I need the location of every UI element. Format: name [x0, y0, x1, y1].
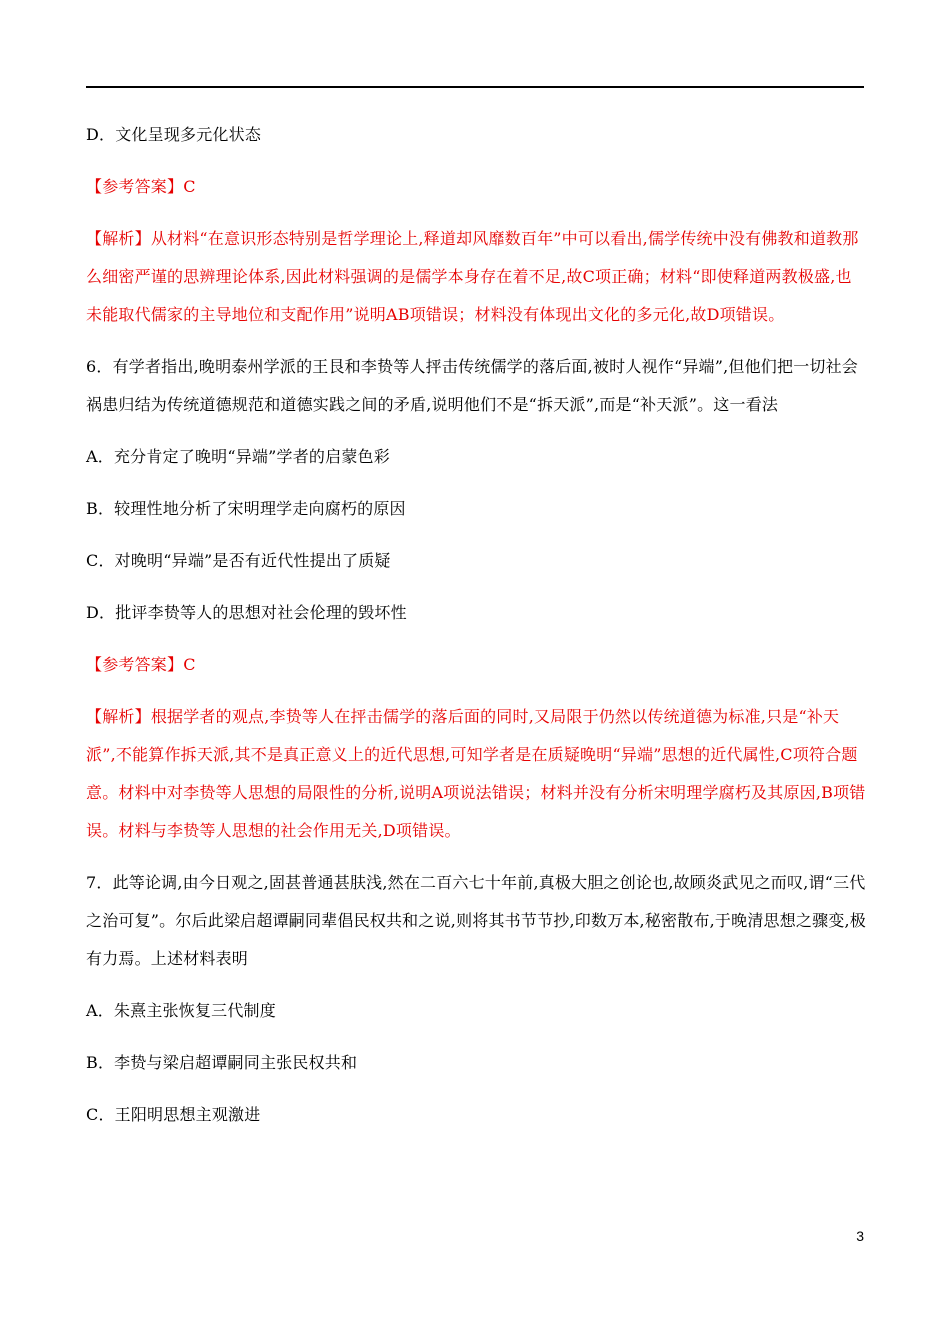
q6-analysis-label: 【解析】 — [86, 707, 151, 726]
q5-analysis — [86, 220, 866, 334]
q5-answer-label: 【参考答案】 — [86, 177, 184, 196]
q5-answer — [86, 168, 866, 206]
q5-option-d: D．文化呈现多元化状态 — [86, 125, 262, 144]
q7-option-b: B．李贽与梁启超谭嗣同主张民权共和 — [86, 1053, 358, 1072]
q6-answer-label: 【参考答案】 — [86, 655, 184, 674]
header-rule — [86, 86, 864, 88]
q6-analysis — [86, 698, 866, 850]
q6-option-c: C．对晚明“异端”是否有近代性提出了质疑 — [86, 551, 391, 570]
q6-option-a: A．充分肯定了晚明“异端”学者的启蒙色彩 — [86, 447, 390, 466]
q7-option-a: A．朱熹主张恢复三代制度 — [86, 1001, 276, 1020]
q7-stem: 7．此等论调,由今日观之,固甚普通甚肤浅,然在二百六七十年前,真极大胆之创论也,故顾炎武见之而叹,谓“三代之治可复”。尔后此梁启超谭嗣同辈倡民权共和之说,则将其书节节抄,印数万本,秘密散布,于晚清思想之骤变,极有力焉。上述材料表明 — [86, 873, 867, 968]
document-body — [86, 116, 866, 1134]
q6-option-d: D．批评李贽等人的思想对社会伦理的毁坏性 — [86, 603, 407, 622]
q6-analysis-text: 根据学者的观点,李贽等人在抨击儒学的落后面的同时,又局限于仍然以传统道德为标准,只是“补天派”,不能算作拆天派,其不是真正意义上的近代思想,可知学者是在质疑晚明“异端”思想的近代属性,C项符合题意。材料中对李贽等人思想的局限性的分析,说明A项说法错误；材料并没有分析宋明理学腐朽及其原因,B项错误。材料与李贽等人思想的社会作用无关,D项错误。 — [86, 707, 866, 840]
q6-option-b: B．较理性地分析了宋明理学走向腐朽的原因 — [86, 499, 406, 518]
q6-answer-value: C — [183, 655, 196, 674]
q6-stem: 6．有学者指出,晚明泰州学派的王艮和李贽等人抨击传统儒学的落后面,被时人视作“异端”,但他们把一切社会祸患归结为传统道德规范和道德实践之间的矛盾,说明他们不是“拆天派”,而是“补天派”。这一看法 — [86, 357, 858, 414]
q5-analysis-text: 从材料“在意识形态特别是哲学理论上,释道却风靡数百年”中可以看出,儒学传统中没有佛教和道教那么细密严谨的思辨理论体系,因此材料强调的是儒学本身存在着不足,故C项正确；材料“即使释道两教极盛,也未能取代儒家的主导地位和支配作用”说明AB项错误；材料没有体现出文化的多元化,故D项错误。 — [86, 229, 859, 324]
q7-option-c: C．王阳明思想主观激进 — [86, 1105, 261, 1124]
q6-answer — [86, 646, 866, 684]
q5-answer-value: C — [183, 177, 196, 196]
page-number: 3 — [856, 1228, 864, 1244]
q5-analysis-label: 【解析】 — [86, 229, 151, 248]
